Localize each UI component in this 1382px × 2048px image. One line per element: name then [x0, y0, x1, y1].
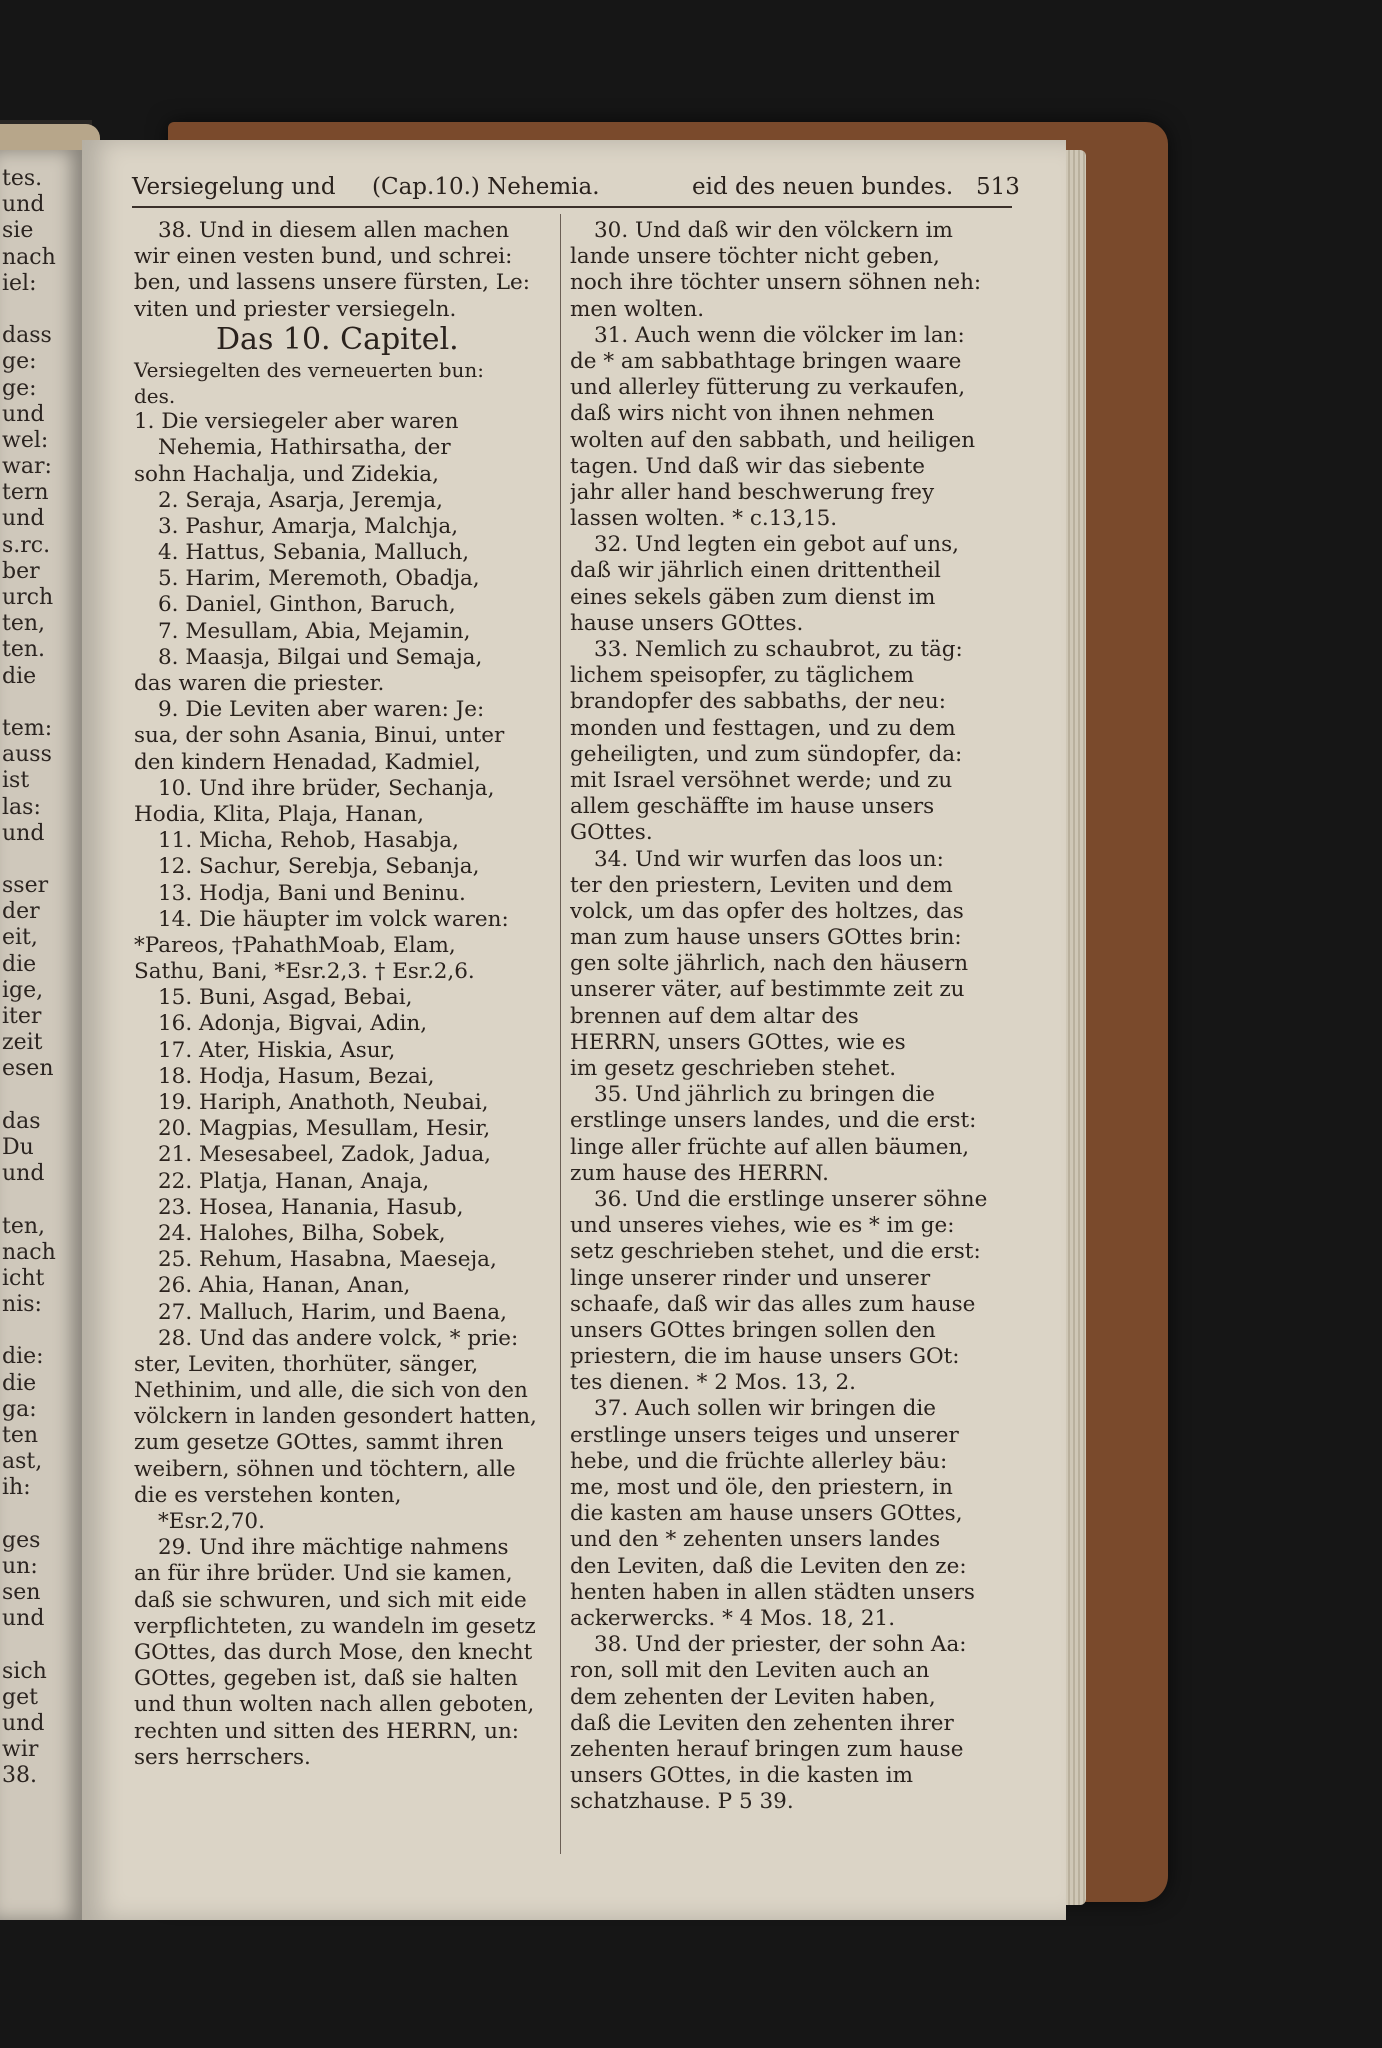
text-line: zum gesetze GOttes, sammt ihren: [134, 1430, 504, 1456]
text-line: GOttes, das durch Mose, den knecht: [134, 1639, 533, 1665]
left-page-fragment: esen: [2, 1056, 54, 1082]
left-page-fragment: ist: [2, 768, 30, 794]
text-line: 14. Die häupter im volck waren:: [158, 906, 509, 932]
header-left: Versiegelung und: [132, 174, 336, 200]
left-page-fragment: die: [2, 951, 37, 977]
text-line: den kindern Henadad, Kadmiel,: [134, 749, 481, 775]
text-line: 9. Die Leviten aber waren: Je:: [158, 697, 485, 723]
text-line: 35. Und jährlich zu bringen die: [594, 1082, 935, 1108]
left-page-fragment: [2, 297, 82, 323]
header-center: (Cap.10.) Nehemia.: [372, 174, 600, 200]
text-line: 8. Maasja, Bilgai und Semaja,: [158, 644, 483, 670]
text-line: *Esr.2,70.: [158, 1509, 265, 1534]
text-line: 10. Und ihre brüder, Sechanja,: [158, 775, 495, 801]
text-line: weibern, söhnen und töchtern, alle: [134, 1456, 516, 1482]
left-page-fragment: die:: [2, 1344, 44, 1370]
text-line: sers herrschers.: [134, 1744, 311, 1770]
left-page-fragment: ten: [2, 1423, 39, 1448]
left-page-fragment: [2, 1633, 82, 1659]
text-line: noch ihre töchter unsern söhnen neh:: [570, 270, 982, 296]
left-page-fragment: sich: [2, 1658, 47, 1684]
text-line: daß sie schwuren, und sich mit eide: [134, 1587, 527, 1613]
left-page-fragment: icht: [2, 1265, 45, 1291]
text-line: den Leviten, daß die Leviten den ze:: [570, 1553, 967, 1579]
text-line: ster, Leviten, thorhüter, sänger,: [134, 1351, 479, 1377]
left-page-fragment: nach: [2, 244, 56, 270]
text-line: 29. Und ihre mächtige nahmens: [158, 1535, 509, 1561]
text-line: lassen wolten. * c.13,15.: [570, 506, 838, 532]
text-line: daß die Leviten den zehenten ihrer: [570, 1710, 954, 1736]
text-line: men wolten.: [570, 296, 705, 322]
text-line: und thun wolten nach allen geboten,: [134, 1692, 535, 1718]
text-line: 31. Auch wenn die völcker im lan:: [594, 322, 965, 348]
left-page-fragment: un:: [2, 1553, 38, 1579]
left-page-fragment: ten,: [2, 1213, 46, 1239]
text-line: 5. Harim, Meremoth, Obadja,: [158, 566, 480, 592]
text-line: brandopfer des sabbaths, der neu:: [570, 689, 946, 715]
text-line: ackerwercks. * 4 Mos. 18, 21.: [570, 1605, 896, 1631]
text-line: 28. Und das andere volck, * prie:: [158, 1325, 519, 1351]
page-number: 513: [976, 174, 1020, 200]
left-page-fragment: las:: [2, 794, 41, 820]
text-line: 37. Auch sollen wir bringen die: [594, 1396, 936, 1422]
left-page-fragment: der: [2, 899, 40, 925]
text-line: verpflichteten, zu wandeln im gesetz: [134, 1613, 536, 1639]
text-line: und allerley fütterung zu verkaufen,: [570, 375, 966, 401]
text-line: Nethinim, und alle, die sich von den: [134, 1378, 528, 1404]
text-line: 2. Seraja, Asarja, Jeremja,: [158, 487, 443, 513]
text-line: linge aller früchte auf allen bäumen,: [570, 1134, 970, 1160]
text-line: an für ihre brüder. Und sie kamen,: [134, 1561, 513, 1587]
text-line: GOttes, gegeben ist, daß sie halten: [134, 1666, 518, 1692]
text-line: 3. Pashur, Amarja, Malchja,: [158, 513, 459, 539]
left-page-fragment: tem:: [2, 715, 53, 741]
text-line: unsers GOttes bringen sollen den: [570, 1317, 936, 1343]
left-page-fragment: war:: [2, 454, 52, 480]
text-line: GOttes.: [570, 820, 653, 846]
left-page-fragment: 38.: [2, 1763, 37, 1789]
left-page-fragment: sser: [2, 873, 49, 899]
left-page-fragment: ten.: [2, 637, 46, 663]
left-page-fragment: [2, 1502, 82, 1528]
text-line: priestern, die im hause unsers GOt:: [570, 1344, 960, 1370]
chapter-summary-line: Versiegelten des verneuerten bun:: [134, 357, 485, 382]
text-line: hebe, und die früchte allerley bäu:: [570, 1448, 948, 1474]
left-page-fragment: und: [2, 1711, 45, 1737]
left-page-fragment: ga:: [2, 1396, 37, 1422]
left-column: [134, 218, 574, 1771]
running-header: [132, 170, 1020, 208]
left-page-fragment: sie: [2, 218, 34, 244]
text-line: die es verstehen konten,: [134, 1482, 402, 1508]
text-line: 17. Ater, Hiskia, Asur,: [158, 1037, 396, 1063]
text-line: zehenten herauf bringen zum hause: [570, 1736, 964, 1762]
text-line: setz geschrieben stehet, und die erst:: [570, 1239, 981, 1265]
text-line: HERRN, unsers GOttes, wie es: [570, 1029, 906, 1055]
left-page-fragment: wir: [2, 1737, 39, 1763]
left-page-fragment: und: [2, 820, 45, 846]
left-page-fragment: nach: [2, 1239, 56, 1265]
left-page-fragment: auss: [2, 742, 52, 768]
text-line: 25. Rehum, Hasabna, Maeseja,: [158, 1247, 497, 1273]
text-line: rechten und sitten des HERRN, un:: [134, 1718, 520, 1744]
text-line: geheiligten, und zum sündopfer, da:: [570, 741, 963, 767]
text-line: zum hause des HERRN.: [570, 1160, 829, 1186]
text-line: lichem speisopfer, zu täglichem: [570, 663, 914, 689]
text-line: 38. Und der priester, der sohn Aa:: [594, 1632, 967, 1658]
left-page-fragment: ige,: [2, 977, 44, 1003]
left-page-fragment: und: [2, 1161, 45, 1187]
left-page-fragment: [2, 1187, 82, 1213]
text-line: dem zehenten der Leviten haben,: [570, 1684, 936, 1710]
chapter-heading: Das 10. Capitel.: [216, 321, 459, 357]
left-page: [0, 150, 82, 1920]
text-line: 4. Hattus, Sebania, Malluch,: [158, 540, 470, 566]
text-line: 33. Nemlich zu schaubrot, zu täg:: [594, 637, 963, 662]
text-line: monden und festtagen, und zu dem: [570, 715, 956, 741]
left-page-fragment: dass: [2, 323, 52, 349]
right-page: [82, 140, 1066, 1920]
left-page-fragment: ih:: [2, 1475, 31, 1501]
left-page-fragment: die: [2, 663, 37, 689]
text-line: völckern in landen gesondert hatten,: [134, 1404, 537, 1430]
text-line: 30. Und daß wir den völckern im: [594, 218, 953, 243]
text-line: man zum hause unsers GOttes brin:: [570, 925, 962, 951]
text-line: gen solte jährlich, nach den häusern: [570, 951, 969, 977]
text-line: 34. Und wir wurfen das loos un:: [594, 846, 944, 872]
text-line: 19. Hariph, Anathoth, Neubai,: [158, 1090, 489, 1115]
text-line: hause unsers GOttes.: [570, 610, 804, 636]
left-page-fragment: ten,: [2, 611, 46, 637]
text-line: 36. Und die erstlinge unserer söhne: [594, 1186, 988, 1212]
text-line: henten haben in allen städten unsers: [570, 1579, 975, 1605]
text-line: 27. Malluch, Harim, und Baena,: [158, 1299, 507, 1325]
text-line: ron, soll mit den Leviten auch an: [570, 1658, 930, 1684]
text-line: im gesetz geschrieben stehet.: [570, 1056, 897, 1081]
text-line: wir einen vesten bund, und schrei:: [134, 244, 513, 270]
left-page-fragment: wel:: [2, 427, 49, 453]
text-line: me, most und öle, den priestern, in: [570, 1475, 953, 1500]
text-line: sua, der sohn Asania, Binui, unter: [134, 723, 505, 749]
text-line: volck, um das opfer des holtzes, das: [570, 898, 964, 924]
text-line: tagen. Und daß wir das siebente: [570, 453, 925, 479]
text-line: erstlinge unsers teiges und unserer: [570, 1422, 959, 1448]
left-page-fragment: ast,: [2, 1449, 43, 1475]
text-line: 23. Hosea, Hanania, Hasub,: [158, 1194, 464, 1220]
left-page-fragment: [2, 1083, 82, 1109]
text-line: schaafe, daß wir das alles zum hause: [570, 1291, 976, 1317]
left-page-fragment: ge:: [2, 375, 37, 401]
text-line: eines sekels gäben zum dienst im: [570, 584, 936, 610]
header-right: eid des neuen bundes.: [692, 174, 954, 200]
text-line: linge unserer rinder und unserer: [570, 1265, 931, 1291]
text-line: 38. Und in diesem allen machen: [158, 218, 510, 243]
left-page-fragment: [2, 847, 82, 873]
left-page-fragment: ges: [2, 1527, 41, 1553]
left-page-fragments: [0, 150, 82, 1790]
left-page-fragment: und: [2, 192, 45, 218]
left-page-fragment: und: [2, 401, 45, 427]
text-line: daß wir jährlich einen drittentheil: [570, 558, 941, 584]
text-line: 15. Buni, Asgad, Bebai,: [158, 985, 413, 1011]
text-line: de * am sabbathtage bringen waare: [570, 348, 962, 374]
text-line: lande unsere töchter nicht geben,: [570, 244, 940, 270]
text-line: Nehemia, Hathirsatha, der: [158, 435, 451, 461]
left-page-fragment: die: [2, 1370, 37, 1396]
left-page-fragment: ber: [2, 558, 40, 584]
text-line: 7. Mesullam, Abia, Mejamin,: [158, 618, 471, 644]
text-line: allem geschäffte im hause unsers: [570, 794, 935, 820]
text-line: 6. Daniel, Ginthon, Baruch,: [158, 592, 456, 618]
text-line: sohn Hachalja, und Zidekia,: [134, 461, 439, 487]
left-page-fragment: urch: [2, 585, 54, 610]
left-page-fragment: iter: [2, 1004, 42, 1029]
text-line: 32. Und legten ein gebot auf uns,: [594, 532, 959, 558]
text-line: 13. Hodja, Bani und Beninu.: [158, 880, 466, 906]
left-page-fragment: s.rc.: [2, 532, 51, 558]
left-page-fragment: iel:: [2, 270, 37, 296]
left-page-fragment: get: [2, 1684, 38, 1710]
left-page-fragment: das: [2, 1108, 41, 1134]
text-line: 21. Mesesabeel, Zadok, Jadua,: [158, 1142, 491, 1168]
left-page-fragment: ge:: [2, 349, 37, 375]
text-line: 20. Magpias, Mesullam, Hesir,: [158, 1116, 491, 1142]
text-line: das waren die priester.: [134, 671, 385, 696]
text-line: die kasten am hause unsers GOttes,: [570, 1501, 963, 1527]
text-line: daß wirs nicht von ihnen nehmen: [570, 401, 935, 427]
text-line: viten und priester versiegeln.: [134, 296, 457, 322]
text-line: unsers GOttes, in die kasten im: [570, 1763, 914, 1789]
text-line: unserer väter, auf bestimmte zeit zu: [570, 977, 965, 1003]
text-line: 16. Adonja, Bigvai, Adin,: [158, 1011, 428, 1037]
left-page-fragment: [2, 690, 82, 716]
left-page-fragment: [2, 1318, 82, 1344]
text-line: und den * zehenten unsers landes: [570, 1527, 941, 1553]
chapter-summary-line: des.: [134, 383, 176, 408]
left-page-fragment: nis:: [2, 1292, 42, 1318]
text-line: brennen auf dem altar des: [570, 1003, 859, 1029]
left-page-fragment: sen: [2, 1580, 41, 1606]
left-page-fragment: eit,: [2, 925, 38, 951]
left-page-fragment: tern: [2, 480, 49, 506]
left-page-fragment: tes.: [2, 166, 43, 191]
text-line: Sathu, Bani, *Esr.2,3. † Esr.2,6.: [134, 959, 475, 985]
text-line: 12. Sachur, Serebja, Sebanja,: [158, 854, 480, 880]
text-line: 24. Halohes, Bilha, Sobek,: [158, 1220, 446, 1246]
left-page-fragment: zeit: [2, 1030, 43, 1056]
text-line: ben, und lassens unsere fürsten, Le:: [134, 270, 531, 296]
text-line: 26. Ahia, Hanan, Anan,: [158, 1273, 411, 1299]
text-line: erstlinge unsers landes, und die erst:: [570, 1108, 977, 1134]
text-line: ter den priestern, Leviten und dem: [570, 872, 953, 898]
text-line: 11. Micha, Rehob, Hasabja,: [158, 828, 459, 854]
right-column: [570, 218, 1020, 1815]
text-line: mit Israel versöhnet werde; und zu: [570, 767, 953, 793]
left-page-fragment: und: [2, 1606, 45, 1632]
left-page-fragment: Du: [2, 1134, 34, 1160]
left-page-fragment: und: [2, 506, 45, 532]
text-line: 18. Hodja, Hasum, Bezai,: [158, 1063, 435, 1089]
text-line: *Pareos, †PahathMoab, Elam,: [134, 932, 456, 958]
text-line: 22. Platja, Hanan, Anaja,: [158, 1168, 430, 1194]
text-line: wolten auf den sabbath, und heiligen: [570, 427, 976, 453]
text-line: jahr aller hand beschwerung frey: [570, 479, 935, 505]
text-line: schatzhause. P 5 39.: [570, 1789, 794, 1815]
text-line: und unseres viehes, wie es * im ge:: [570, 1213, 955, 1239]
text-line: tes dienen. * 2 Mos. 13, 2.: [570, 1370, 856, 1396]
text-line: 1. Die versiegeler aber waren: [134, 409, 459, 435]
text-line: Hodia, Klita, Plaja, Hanan,: [134, 801, 424, 827]
